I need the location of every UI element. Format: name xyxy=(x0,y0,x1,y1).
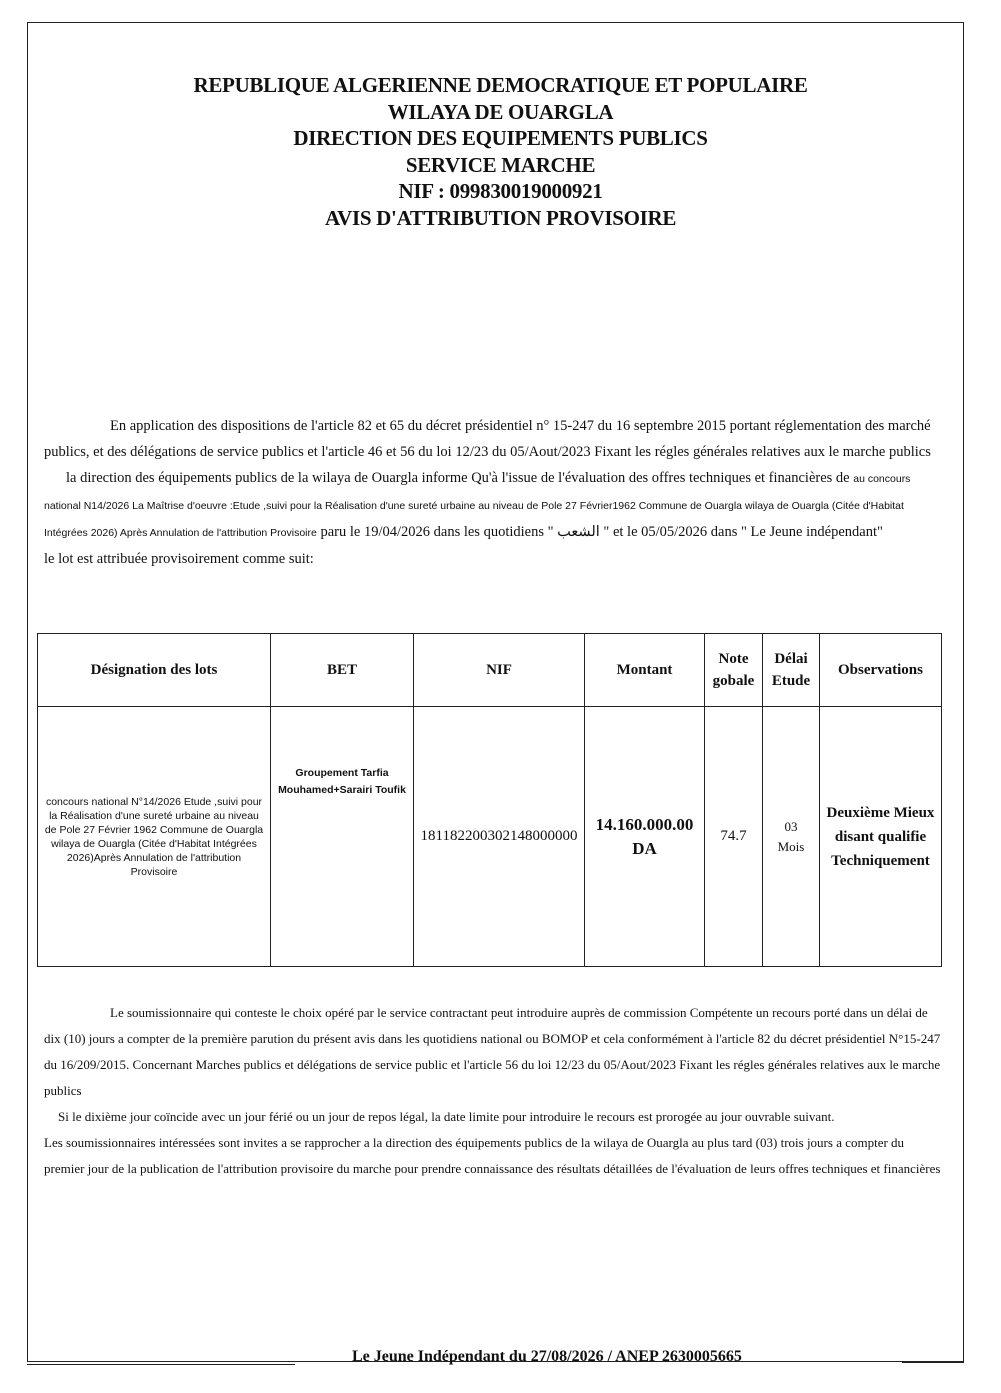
cell-montant xyxy=(585,707,705,967)
montant-value: 14.160.000.00 xyxy=(595,814,694,834)
header-service: SERVICE MARCHE xyxy=(405,152,596,177)
col-header-delai: Délai Etude xyxy=(763,634,820,707)
publication-footer xyxy=(0,1348,1001,1374)
delai-value: 03 xyxy=(784,818,798,834)
col-header-bet: BET xyxy=(271,634,414,707)
intro-section xyxy=(44,413,944,572)
col-header-montant: Montant xyxy=(585,634,705,707)
delai-unit: Mois xyxy=(777,838,805,854)
cell-lot-designation: concours national N°14/2026 Etude ,suivi pour la Réalisation d'une sureté urbaine au niveau de Pole 27 Février 1962 Commune de Ouargla wilaya de Ouargla (Citée d'Habitat Intégrées 2026)Après Annulation de l'attribution Provisoire xyxy=(38,707,271,967)
table-row xyxy=(38,707,942,967)
table-header-row xyxy=(38,634,942,707)
col-header-designation: Désignation des lots xyxy=(38,634,271,707)
cell-note: 74.7 xyxy=(705,707,763,967)
col-header-note: Note gobale xyxy=(705,634,763,707)
header-wilaya: WILAYA DE OUARGLA xyxy=(387,99,614,124)
montant-currency: DA xyxy=(632,838,657,858)
intro-paragraph-2: la direction des équipements publics de la wilaya de Ouargla informe Qu'à l'issue de l'évaluation des offres techniques et financières de au concours national N14/2026 La Maîtrise d'oeuvre :Etude ,suivi pour la Réalisation d'une sureté urbaine au niveau de Pole 27 Février1962 Commune de Ouargla wilaya de Ouargla (Citée d'Habitat Intégrées 2026) Après Annulation de l'attribution Provisoire paru le 19/04/2026 dans les quotidiens " الشعب " et le 05/05/2026 dans " Le Jeune indépendant" xyxy=(44,470,911,540)
intro-concours-text: au concours national N14/2026 La Maîtrise d'oeuvre :Etude ,suivi pour la Réalisation d'une sureté urbaine au niveau de Pole 27 Février1962 Commune de Ouargla wilaya de Ouargla (Citée d'Habitat Intégrées 2026) Après Annulation de l'attribution Provisoire xyxy=(44,473,911,539)
intro-paragraph-3: le lot est attribuée provisoirement comme suit: xyxy=(44,551,314,567)
header-title: AVIS D'ATTRIBUTION PROVISOIRE xyxy=(324,205,677,230)
cell-observation: Deuxième Mieux disant qualifie Techniquement xyxy=(820,707,942,967)
attribution-table xyxy=(37,633,942,967)
col-header-nif: NIF xyxy=(414,634,585,707)
footer-rule-left xyxy=(27,1364,295,1365)
header-nif: NIF : 099830019000921 xyxy=(398,179,603,203)
recours-paragraph-3: Les soumissionnaires intéressées sont invites a se rapprocher a la direction des équipements publics de la wilaya de Ouargla au plus tard (03) trois jours a compter du premier jour de la publication de l'attribution provisoire du marche pour prendre connaissance des résultats détaillées de l'évaluation de leurs offres techniques et financières xyxy=(44,1135,941,1176)
col-header-observations: Observations xyxy=(820,634,942,707)
intro-paragraph-1: En application des dispositions de l'article 82 et 65 du décret présidentiel n° 15-247 du 16 septembre 2015 portant réglementation des marché publics, et des délégations de service publics et l'article 46 et 56 du loi 12/23 du 05/Aout/2023 Fixant les régles générales relatives aux le marche publics xyxy=(44,418,931,460)
cell-bet: Groupement Tarfia Mouhamed+Sarairi Toufik xyxy=(271,707,414,967)
cell-nif: 181182200302148000000 xyxy=(414,707,585,967)
recours-section xyxy=(44,1000,944,1182)
header-republic: REPUBLIQUE ALGERIENNE DEMOCRATIQUE ET POPULAIRE xyxy=(193,73,808,97)
header-direction: DIRECTION DES EQUIPEMENTS PUBLICS xyxy=(293,126,708,150)
recours-paragraph-2: Si le dixième jour coïncide avec un jour férié ou un jour de repos légal, la date limite pour introduire le recours est prorogée au jour ouvrable suivant. xyxy=(58,1109,835,1124)
cell-delai xyxy=(763,707,820,967)
footer-rule-right xyxy=(902,1362,964,1363)
document-header xyxy=(0,72,1001,231)
footer-publication-text: Le Jeune Indépendant du 27/08/2026 / ANEP 2630005665 xyxy=(352,1348,742,1365)
recours-paragraph-1: Le soumissionnaire qui conteste le choix opéré par le service contractant peut introduire auprès de commission Compétente un recours porté dans un délai de dix (10) jours a compter de la première parution du présent avis dans les quotidiens national ou BOMOP et cela conformément à l'article 82 du décret présidentiel N°15-247 du 16/209/2015. Concernant Marches publics et délégations de service public et l'article 56 du loi 12/23 du 05/Aout/2023 Fixant les régles générales relatives aux le marche publics xyxy=(44,1005,941,1098)
